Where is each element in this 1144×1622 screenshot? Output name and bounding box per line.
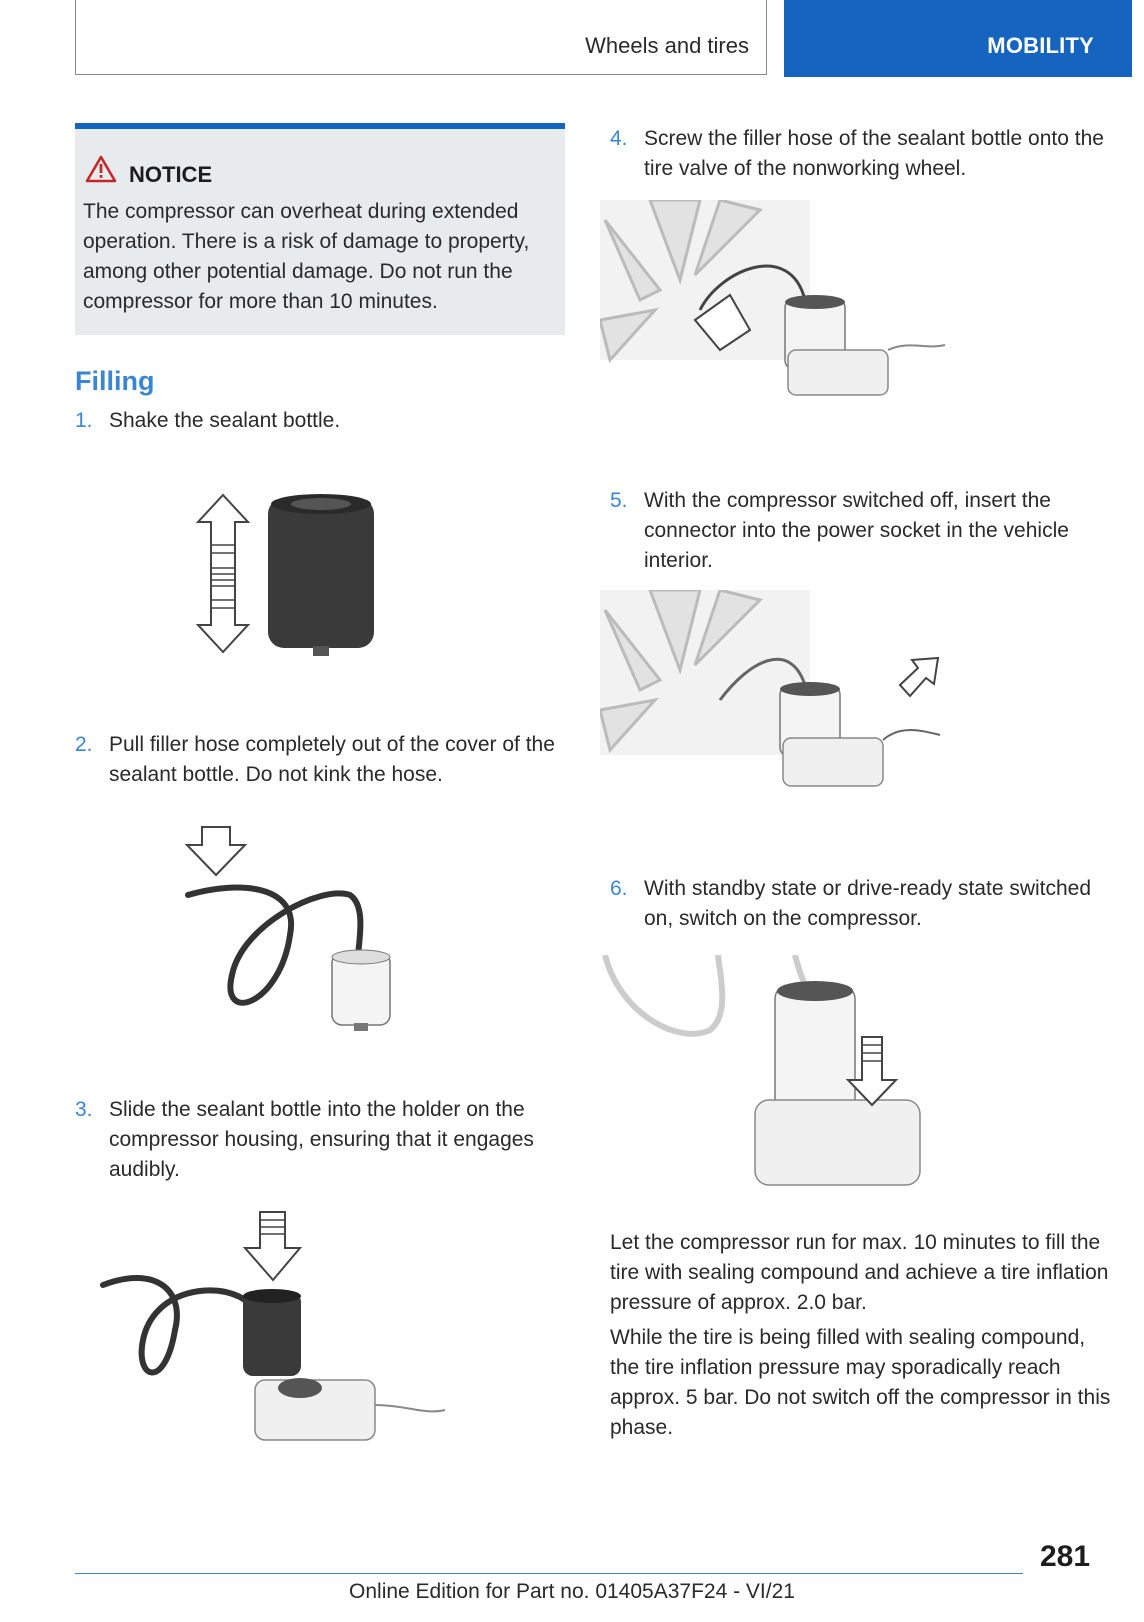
step-text: With standby state or drive-ready state switched on, switch on the compressor. [644,877,1092,930]
insert-bottle-illustration [95,1210,465,1450]
notice-text: The compressor can overheat during extended operation. There is a risk of damage to property, among other potential damage. Do not run the compressor for more than 10 minutes. [83,200,530,313]
warning-icon [85,155,117,183]
filler-hose-illustration [180,825,410,1040]
notice-box [75,123,565,335]
wheel-hose-illustration [600,200,960,410]
step-2 [75,730,565,790]
step-3 [75,1095,565,1185]
footer-edition: Online Edition for Part no. 01405A37F24 - VI/21 [349,1580,795,1603]
compressor-switch-illustration [600,955,940,1195]
step-number: 2. [75,733,93,756]
step-4 [610,124,1110,184]
step-text: Slide the sealant bottle into the holder on the compressor housing, ensuring that it engages audibly. [109,1098,534,1181]
chapter-label: MOBILITY [987,33,1094,58]
info-paragraph-1: Let the compressor run for max. 10 minutes to fill the tire with sealing compound and achieve a tire inflation pressure of approx. 2.0 bar. [610,1231,1109,1314]
shake-bottle-illustration [190,490,390,675]
notice-title: NOTICE [129,162,213,187]
step-text: Shake the sealant bottle. [109,409,341,432]
step-number: 4. [610,127,628,150]
info-paragraph-2: While the tire is being filled with sealing compound, the tire inflation pressure may sporadically reach approx. 5 bar. Do not switch off the compressor in this phase. [610,1326,1111,1439]
step-text: Screw the filler hose of the sealant bottle onto the tire valve of the nonworking wheel. [644,127,1104,180]
page-number: 281 [1040,1540,1091,1573]
step-number: 6. [610,877,628,900]
step-6 [610,874,1110,934]
step-5 [610,486,1110,576]
section-heading: Filling [75,366,155,396]
step-text: Pull filler hose completely out of the cover of the sealant bottle. Do not kink the hose. [109,733,555,786]
power-connector-illustration [600,590,960,810]
step-text: With the compressor switched off, insert the connector into the power socket in the vehicle interior. [644,489,1069,572]
section-title: Wheels and tires [585,33,749,58]
footer-rule [75,1573,1023,1574]
step-number: 1. [75,409,93,432]
step-number: 3. [75,1098,93,1121]
step-number: 5. [610,489,628,512]
step-1 [75,406,565,436]
chapter-tab [784,0,1132,77]
